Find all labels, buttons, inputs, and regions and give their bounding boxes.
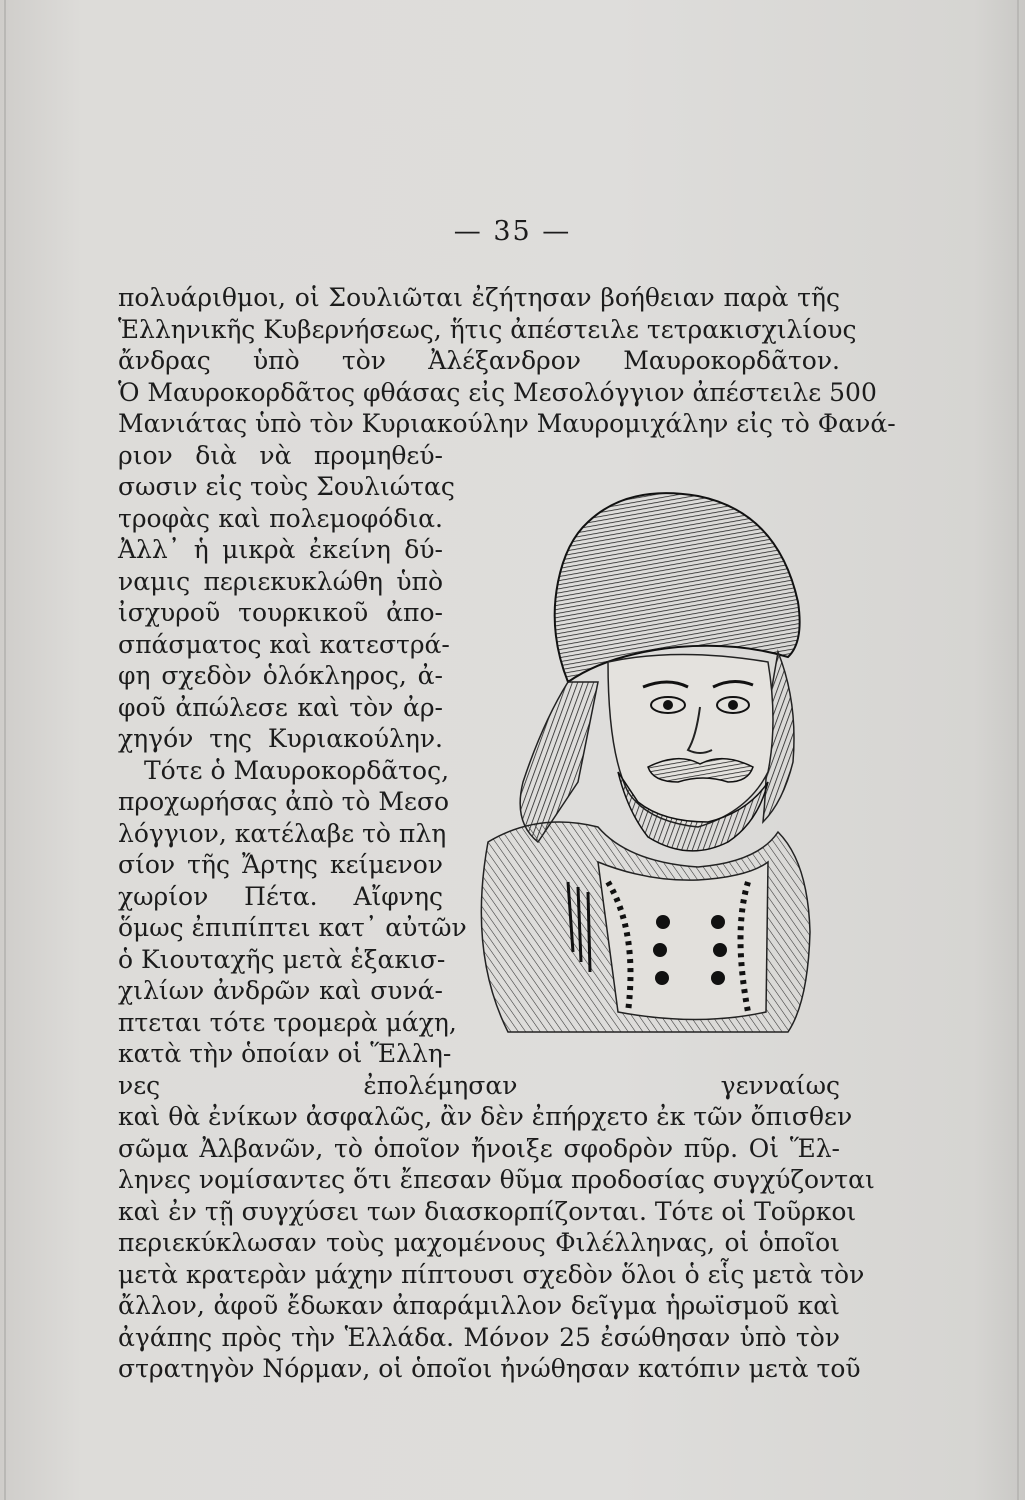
text-line: σπάσματος καὶ κατεστρά- (118, 630, 450, 659)
text-line: Ἀλλ᾽ ἡ μικρὰ ἐκείνη δύ- (118, 535, 443, 564)
text-line: καὶ θὰ ἐνίκων ἀσφαλῶς, ἂν δὲν ἐπήρχετο ἐκ τῶν ὄπισθεν (118, 1102, 853, 1131)
text-line: λόγγιον, κατέλαβε τὸ πλη (118, 819, 447, 848)
text-line: ὁ Κιουταχῆς μετὰ ἑξακισ- (118, 945, 446, 974)
text-line: ναμις περιεκυκλώθη ὑπὸ (118, 567, 443, 596)
text-line: Μανιάτας ὑπὸ τὸν Κυριακούλην Μαυρομιχάλην εἰς τὸ Φανά- (118, 409, 896, 438)
text-line: ληνες νομίσαντες ὅτι ἔπεσαν θῦμα προδοσίας συγχύζονται (118, 1165, 875, 1194)
text-line: σίον τῆς Ἄρτης κείμενον (118, 850, 443, 879)
text-line: ἄνδρας ὑπὸ τὸν Ἀλέξανδρον Μαυροκορδᾶτον. (118, 346, 840, 375)
text-line: νες ἐπολέμησαν γενναίως (118, 1071, 840, 1100)
text-line: κατὰ τὴν ὁποίαν οἱ Ἕλλη- (118, 1039, 452, 1068)
text-line: Τότε ὁ Μαυροκορδᾶτος, (144, 756, 450, 785)
text-line: στρατηγὸν Νόρμαν, οἱ ὁποῖοι ἠνώθησαν κατόπιν μετὰ τοῦ (118, 1354, 861, 1383)
text-line: σῶμα Ἀλβανῶν, τὸ ὁποῖον ἤνοιξε σφοδρὸν πῦρ. Οἱ Ἕλ- (118, 1134, 840, 1163)
text-line: πτεται τότε τρομερὰ μάχη, (118, 1008, 457, 1037)
text-line: φη σχεδὸν ὁλόκληρος, ἀ- (118, 661, 443, 690)
text-line: τροφὰς καὶ πολεμοφόδια. (118, 504, 443, 533)
text-line: ἄλλον, ἀφοῦ ἔδωκαν ἀπαράμιλλον δεῖγμα ἡρωϊσμοῦ καὶ (118, 1291, 840, 1320)
text-line: χιλίων ἀνδρῶν καὶ συνά- (118, 976, 443, 1005)
text-line: ἰσχυροῦ τουρκικοῦ ἀπο- (118, 598, 443, 627)
text-line: ἀγάπης πρὸς τὴν Ἑλλάδα. Μόνον 25 ἐσώθησαν ὑπὸ τὸν (118, 1323, 840, 1352)
text-line: ὅμως ἐπιπίπτει κατ᾽ αὐτῶν (118, 913, 467, 942)
text-line: χωρίον Πέτα. Αἴφνης (118, 882, 443, 911)
text-line: προχωρήσας ἀπὸ τὸ Μεσο (118, 787, 450, 816)
text-line: καὶ ἐν τῇ συγχύσει των διασκορπίζονται. Τότε οἱ Τοῦρκοι (118, 1197, 857, 1226)
text-line: φοῦ ἀπώλεσε καὶ τὸν ἀρ- (118, 693, 443, 722)
text-line: μετὰ κρατερὰν μάχην πίπτουσι σχεδὸν ὅλοι ὁ εἷς μετὰ τὸν (118, 1260, 865, 1289)
text-line: Ἑλληνικῆς Κυβερνήσεως, ἥτις ἀπέστειλε τετρακισχιλίους (118, 315, 857, 344)
page-number: — 35 — (453, 216, 572, 247)
text-line: Ὁ Μαυροκορδᾶτος φθάσας εἰς Μεσολόγγιον ἀπέστειλε 500 (118, 378, 877, 407)
text-line: σωσιν εἰς τοὺς Σουλιώτας (118, 472, 455, 501)
portrait-engraving (448, 482, 813, 1035)
text-line: ριον διὰ νὰ προμηθεύ- (118, 441, 443, 470)
text-line: πολυάριθμοι, οἱ Σουλιῶται ἐζήτησαν βοήθειαν παρὰ τῆς (118, 283, 840, 312)
text-line: περιεκύκλωσαν τοὺς μαχομένους Φιλέλληνας, οἱ ὁποῖοι (118, 1228, 840, 1257)
text-line: χηγόν της Κυριακούλην. (118, 724, 443, 753)
